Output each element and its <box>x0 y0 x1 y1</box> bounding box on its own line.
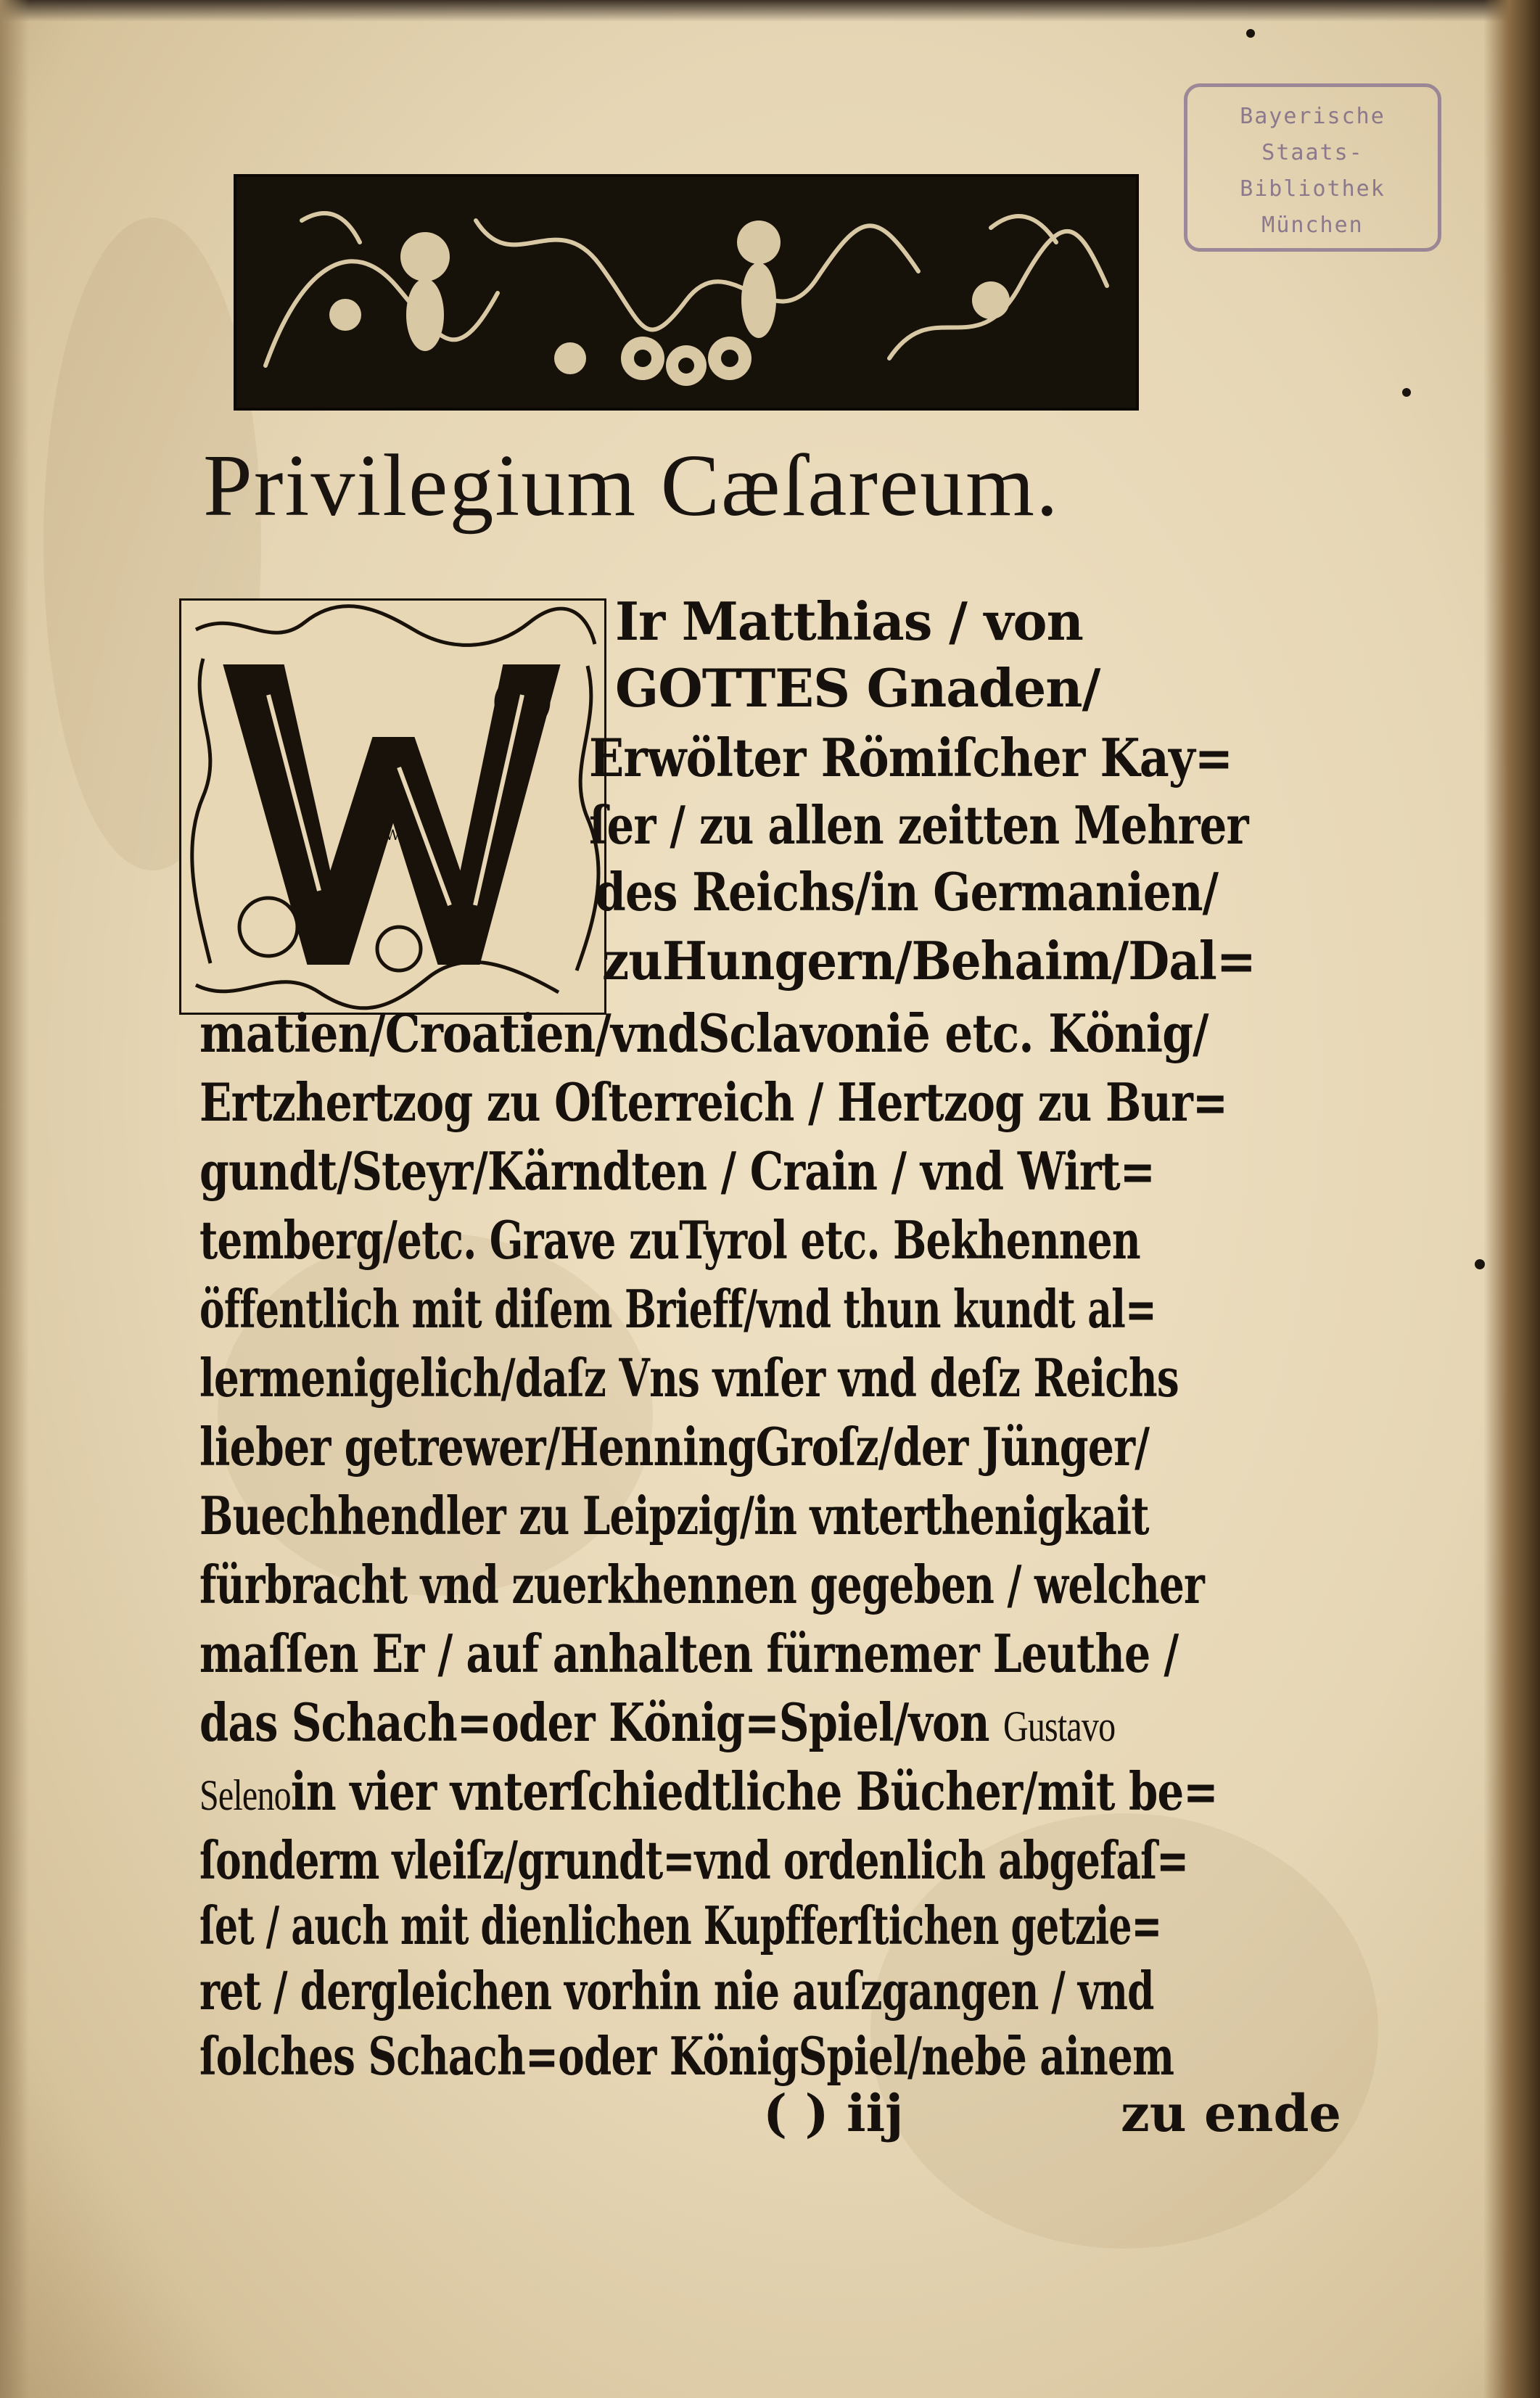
latin-name: Gustavo <box>1002 1702 1116 1750</box>
text-line: ret / dergleichen vorhin nie auſzgangen / vnd <box>199 1960 1154 2022</box>
library-stamp <box>1184 83 1441 252</box>
stamp-line: Staats- <box>1261 140 1364 165</box>
text-line: Ir Matthias / von <box>615 590 1083 652</box>
text-line: öffentlich mit diſem Brieff/vnd thun kundt al= <box>199 1278 1156 1340</box>
text-line: fürbracht vnd zuerkhennen gegeben / welcher <box>199 1554 1205 1615</box>
text-line: Ertzhertzog zu Oſterreich / Hertzog zu Bur= <box>199 1071 1228 1133</box>
text-line: ſonderm vleiſz/grundt=vnd ordenlich abgefaſ= <box>199 1829 1189 1891</box>
signature-mark: ( ) iij <box>763 2083 904 2143</box>
stamp-line: München <box>1261 213 1364 238</box>
stamp-line: Bibliothek <box>1240 176 1385 202</box>
decorated-initial <box>179 598 606 1015</box>
text-line: lermenigelich/daſz Vns vnſer vnd deſz Reichs <box>199 1347 1179 1409</box>
text-line: ſer / zu allen zeitten Mehrer <box>589 794 1248 856</box>
page-title: Privilegium Cæſareum. <box>203 437 1060 535</box>
svg-text:W: W <box>384 826 400 844</box>
text-line: des Reichs/in Germanien/ <box>595 861 1219 923</box>
latin-name: Seleno <box>199 1771 291 1819</box>
ink-dot <box>1246 29 1255 38</box>
text-line: ſolches Schach=oder KönigSpiel/nebē ainem <box>199 2025 1174 2087</box>
ink-dot <box>1475 1259 1485 1269</box>
text-line: das Schach=oder König=Spiel/von Gustavo <box>199 1692 1116 1753</box>
top-shadow <box>0 0 1540 22</box>
text-line: gundt/Steyr/Kärndten / Crain / vnd Wirt= <box>199 1140 1155 1202</box>
text-line: ſet / auch mit dienlichen Kupfferſtichen getzie= <box>199 1895 1162 1956</box>
page-right-edge <box>1483 0 1540 2398</box>
text-line: temberg/etc. Grave zuTyrol etc. Bekhennen <box>199 1209 1140 1271</box>
text-line: Selenoin vier vnterſchiedtliche Bücher/mit be= <box>199 1760 1218 1822</box>
text-line: zuHungern/Behaim/Dal= <box>602 930 1256 992</box>
text-line: lieber getrewer/HenningGroſz/der Jünger/ <box>199 1416 1150 1478</box>
text-line: matien/Croatien/vndSclavoniē etc. König/ <box>199 1002 1208 1064</box>
woodcut-headpiece <box>234 174 1139 411</box>
page-left-edge <box>0 0 29 2398</box>
text-line: Buechhendler zu Leipzig/in vnterthenigkait <box>199 1485 1149 1546</box>
text-line: GOTTES Gnaden/ <box>615 657 1100 719</box>
stamp-line: Bayerische <box>1240 104 1385 129</box>
text-line: Erwölter Römiſcher Kay= <box>589 727 1233 788</box>
ink-dot <box>1402 388 1411 397</box>
catchword: zu ende <box>1121 2083 1341 2143</box>
text-line: maſſen Er / auf anhalten fürnemer Leuthe / <box>199 1623 1179 1684</box>
